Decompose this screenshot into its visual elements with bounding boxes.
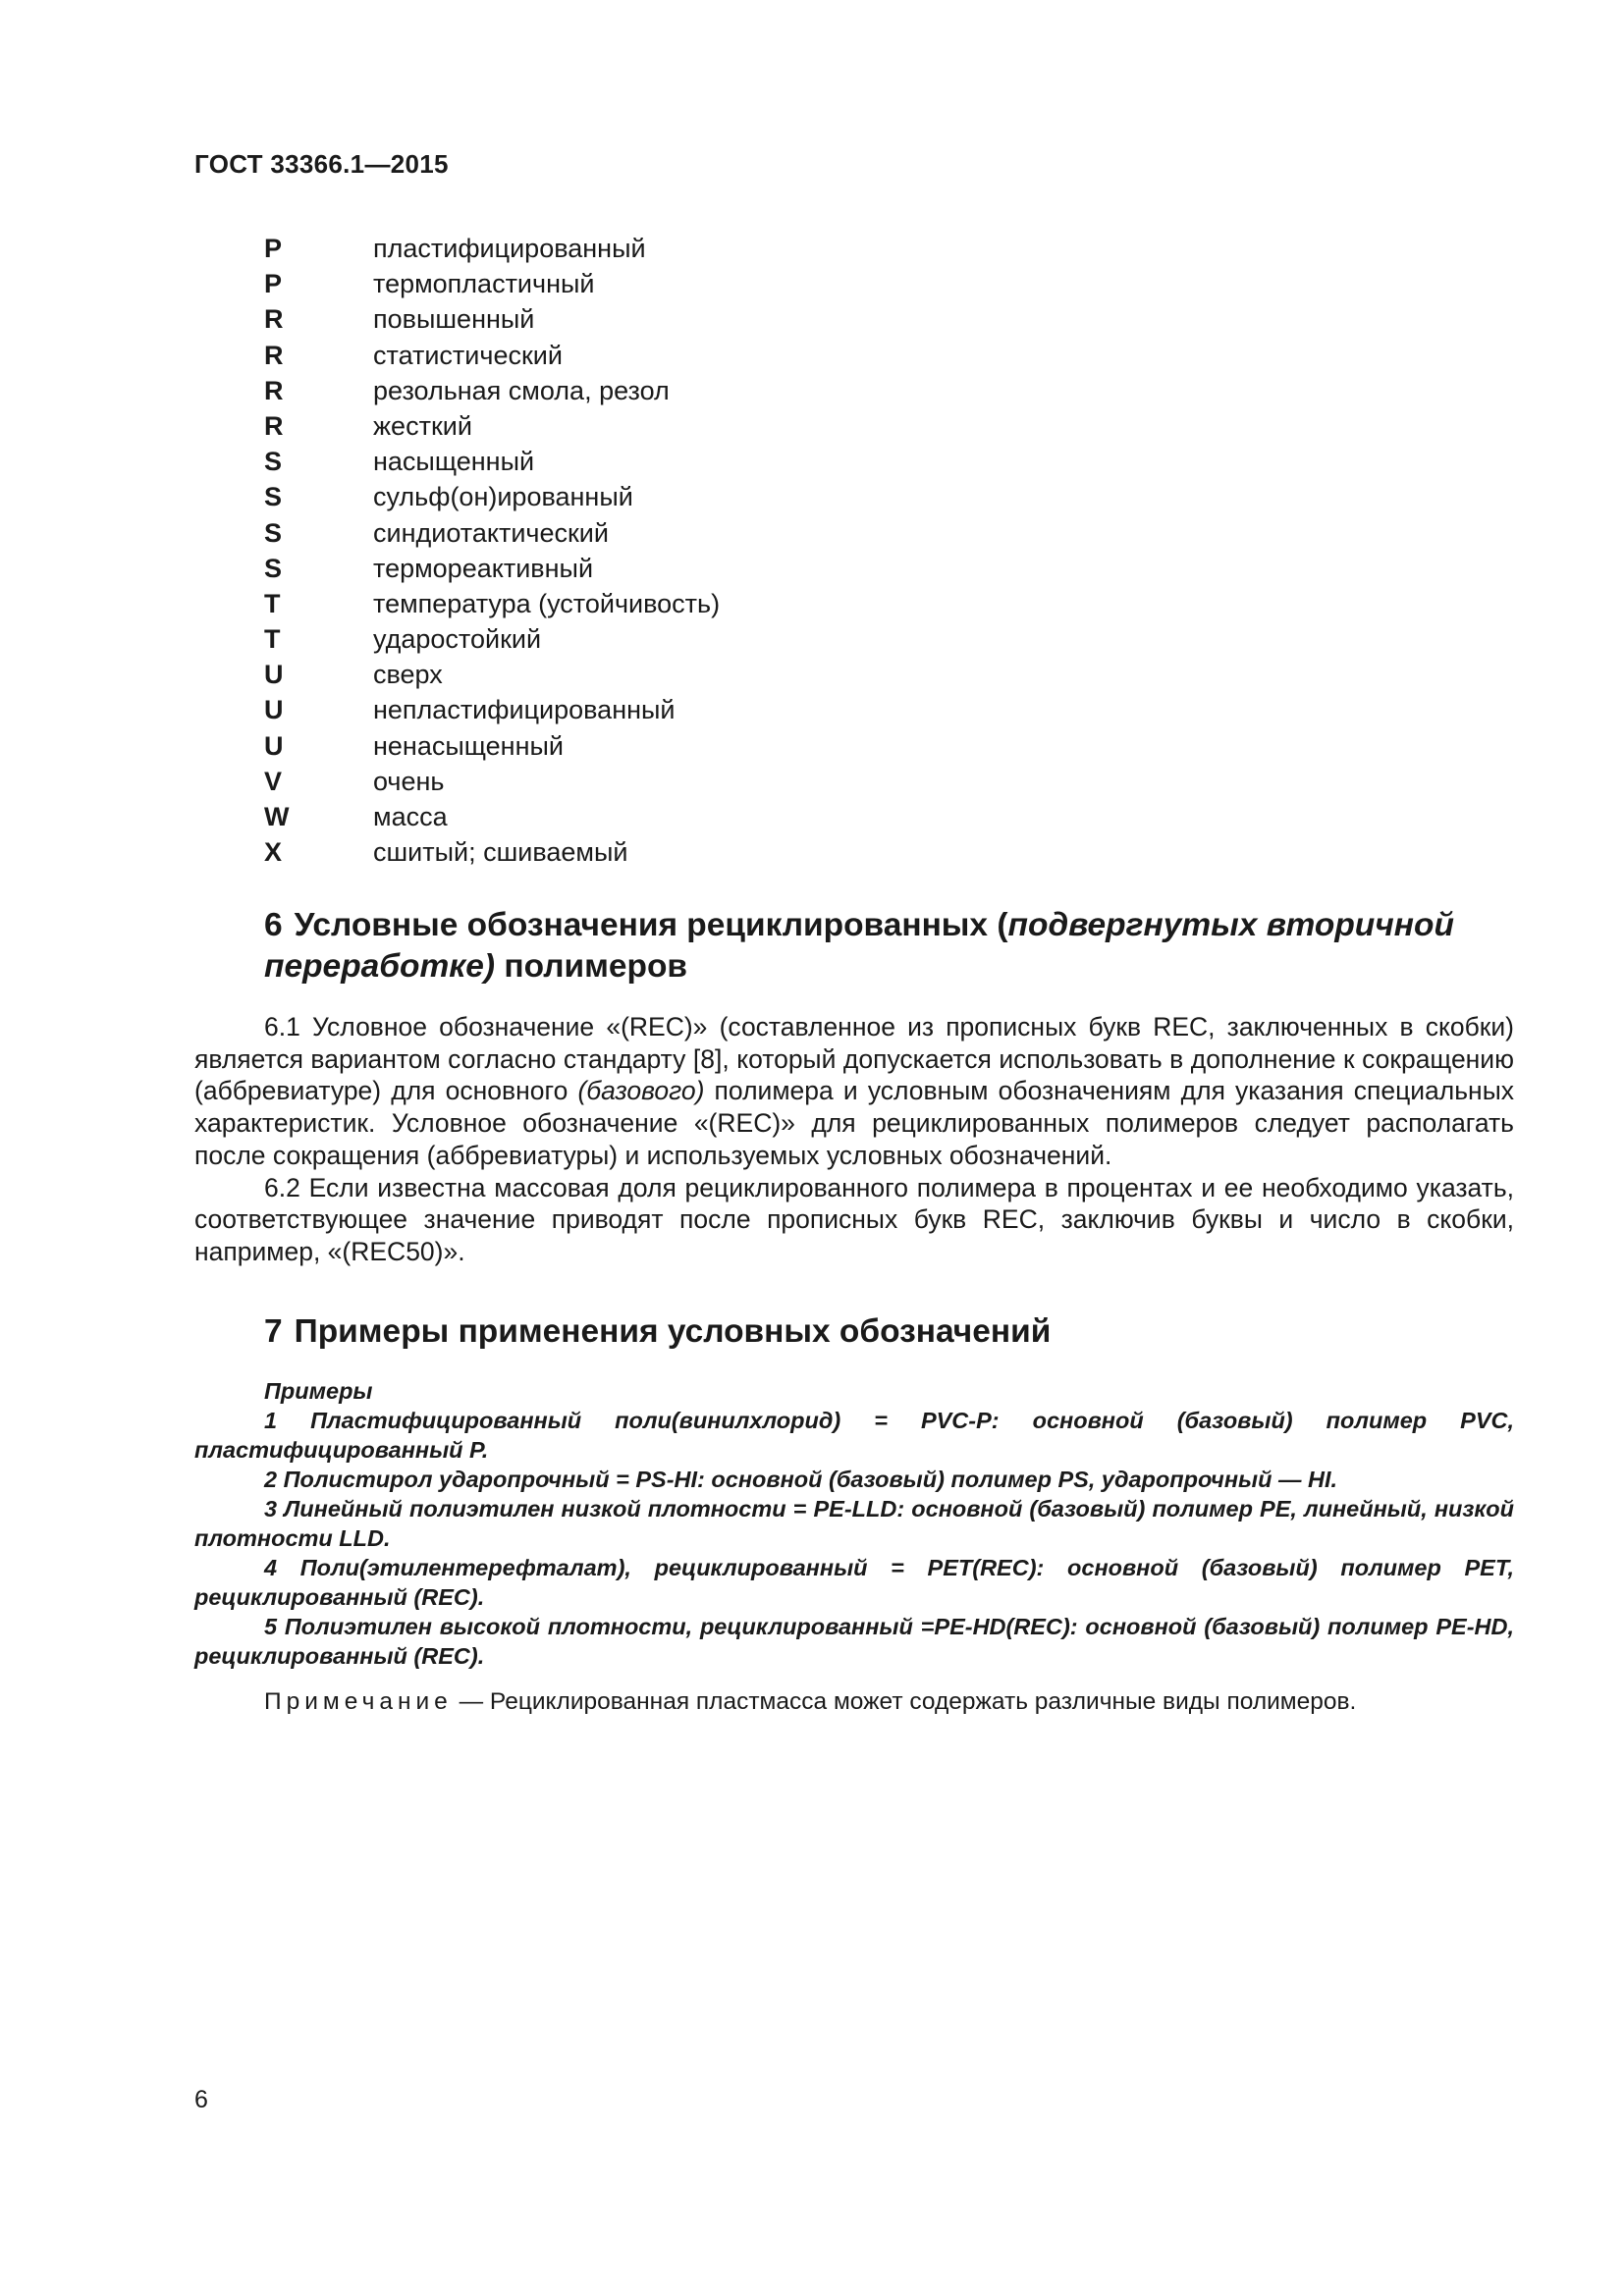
abbreviation-code: S (264, 553, 283, 583)
abbreviation-row (264, 411, 720, 447)
abbreviation-meaning: масса (373, 802, 448, 831)
section-6-number: 6 (264, 907, 283, 943)
abbreviation-meaning: температура (устойчивость) (373, 588, 721, 618)
abbreviation-code: P (264, 269, 283, 299)
abbreviation-code: T (264, 624, 281, 655)
abbreviation-code: X (264, 837, 283, 868)
examples-heading: Примеры (264, 1378, 373, 1404)
abbreviation-row (264, 304, 720, 340)
paragraph-6-2: 6.2 Если известна массовая доля рециклированного полимера в процентах и ее необходимо указать, соответствующее значение приводят после прописных букв REC, заключив буквы и число в скобки, например, «(REC50)». (194, 1172, 1514, 1266)
abbreviation-row (264, 376, 720, 411)
abbreviation-meaning: пластифицированный (373, 234, 646, 263)
abbreviation-meaning: сульф(он)ированный (373, 482, 633, 512)
abbreviation-code: R (264, 304, 284, 335)
abbreviation-row (264, 518, 720, 554)
page-number: 6 (194, 2086, 208, 2113)
section-6-title-part1: Условные обозначения рециклированных ( (294, 907, 1008, 943)
abbreviation-code: S (264, 517, 283, 548)
example-item: 3 Линейный полиэтилен низкой плотности = PE-LLD: основной (базовый) полимер PE, линейный, низкой плотности LLD. (194, 1496, 1514, 1551)
section-7 (194, 1311, 1514, 1718)
abbreviation-code: R (264, 375, 284, 405)
abbreviation-code: V (264, 766, 283, 796)
abbreviation-row (264, 447, 720, 482)
abbreviation-list (264, 234, 720, 873)
abbreviation-row (264, 234, 720, 269)
abbreviation-row (264, 767, 720, 802)
abbreviation-meaning: сшитый; сшиваемый (373, 837, 628, 868)
section-6 (194, 905, 1514, 1268)
abbreviation-meaning: резольная смола, резол (373, 375, 670, 405)
abbreviation-row (264, 695, 720, 730)
abbreviation-meaning: статистический (373, 340, 563, 370)
abbreviation-meaning: сверх (373, 660, 443, 690)
abbreviation-meaning: ударостойкий (373, 624, 542, 655)
abbreviation-row (264, 837, 720, 873)
section-7-title (264, 1311, 1514, 1353)
note (194, 1686, 1514, 1718)
paragraph-6-1-italic: (базового) (577, 1076, 705, 1106)
abbreviation-code: U (264, 660, 284, 690)
note-text: — Рециклированная пластмасса может содержать различные виды полимеров. (452, 1688, 1357, 1715)
abbreviation-meaning: термореактивный (373, 553, 594, 583)
abbreviation-code: W (264, 802, 290, 831)
example-item: 1 Пластифицированный поли(винилхлорид) = PVC-P: основной (базовый) полимер PVC, пластифицированный P. (194, 1408, 1514, 1463)
section-6-title-italic: подвергнутых вторичной переработке) (264, 907, 1454, 985)
abbreviation-code: U (264, 695, 284, 725)
examples-block (194, 1376, 1514, 1671)
abbreviation-row (264, 341, 720, 376)
abbreviation-meaning: синдиотактический (373, 517, 609, 548)
paragraph-6-1-text-b: полимера и условным обозначениям для указания специальных характеристик. Условное обозначение «(REC)» для рециклированных полимеров следует располагать после сокращения (аббревиатуры) и используемых условных обозначений. (194, 1076, 1514, 1170)
abbreviation-meaning: насыщенный (373, 447, 535, 477)
section-7-title-text: Примеры применения условных обозначений (294, 1313, 1052, 1350)
abbreviation-code: P (264, 234, 283, 263)
abbreviation-code: S (264, 482, 283, 512)
abbreviation-meaning: очень (373, 766, 445, 796)
abbreviation-row (264, 802, 720, 837)
abbreviation-row (264, 269, 720, 304)
paragraph-6-1-text-a: 6.1 Условное обозначение «(REC)» (составленное из прописных букв REC, заключенных в скобки) является вариантом согласно стандарту [8], который допускается использовать в дополнение к сокращению (аббревиатуре) для основного (194, 1012, 1514, 1106)
abbreviation-meaning: жесткий (373, 410, 472, 441)
abbreviation-meaning: термопластичный (373, 269, 595, 299)
abbreviation-row (264, 589, 720, 624)
document-header: ГОСТ 33366.1—2015 (194, 149, 449, 179)
example-item: 2 Полистирол ударопрочный = PS-HI: основной (базовый) полимер PS, ударопрочный — HI. (264, 1467, 1338, 1492)
abbreviation-code: R (264, 340, 284, 370)
paragraph-6-1 (194, 1011, 1514, 1172)
abbreviation-row (264, 731, 720, 767)
section-7-number: 7 (264, 1313, 283, 1350)
abbreviation-code: T (264, 588, 281, 618)
section-6-body (194, 1011, 1514, 1268)
abbreviation-meaning: ненасыщенный (373, 730, 564, 761)
abbreviation-meaning: непластифицированный (373, 695, 676, 725)
abbreviation-row (264, 624, 720, 660)
abbreviation-code: S (264, 447, 283, 477)
abbreviation-row (264, 482, 720, 517)
section-6-title (264, 905, 1514, 988)
example-item: 5 Полиэтилен высокой плотности, рециклированный =PE-HD(REC): основной (базовый) полимер PE-HD, рециклированный (REC). (194, 1614, 1514, 1669)
section-6-title-part2: полимеров (495, 948, 688, 985)
example-item: 4 Поли(этилентерефталат), рециклированный = PET(REC): основной (базовый) полимер PET, рециклированный (REC). (194, 1555, 1514, 1610)
abbreviation-meaning: повышенный (373, 304, 535, 335)
note-label: Примечание (264, 1688, 453, 1715)
abbreviation-row (264, 554, 720, 589)
abbreviation-code: U (264, 730, 284, 761)
abbreviation-row (264, 660, 720, 695)
abbreviation-code: R (264, 410, 284, 441)
